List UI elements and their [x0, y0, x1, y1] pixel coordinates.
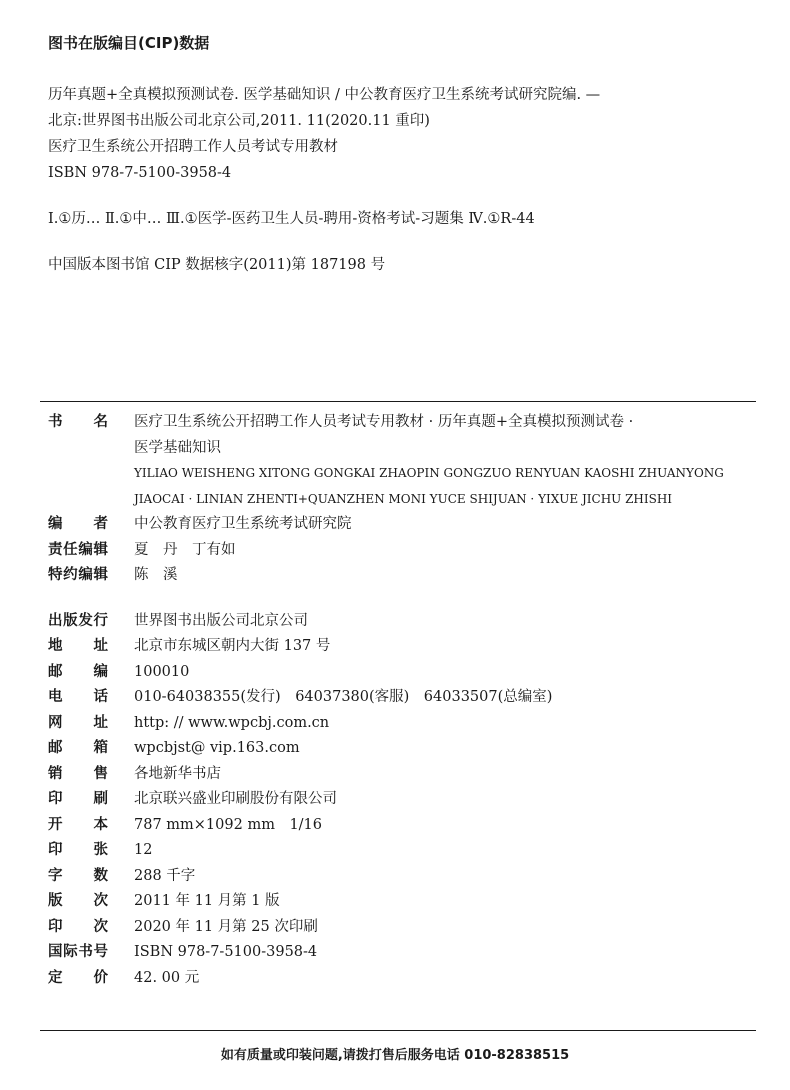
- label-email: 邮 箱: [48, 740, 108, 756]
- email-value: wpcbjst@ vip.163.com: [134, 740, 300, 756]
- cip-line-1: 历年真题+全真模拟预测试卷. 医学基础知识 / 中公教育医疗卫生系统考试研究院编. —: [48, 87, 601, 103]
- label-title: 书 名: [48, 414, 108, 430]
- postcode-row: [48, 660, 758, 686]
- website-value: http: // www.wpcbj.com.cn: [134, 714, 330, 731]
- editor-value: 中公教育医疗卫生系统考试研究院: [134, 516, 352, 532]
- price-value: 42. 00 元: [134, 969, 200, 986]
- price-row: [48, 966, 758, 992]
- editor-row: [48, 512, 758, 538]
- label-editor: 编 者: [48, 516, 108, 532]
- words-row: [48, 864, 758, 890]
- label-website: 网 址: [48, 714, 108, 731]
- book-title-line2: 医学基础知识: [134, 439, 221, 456]
- edition-row: [48, 889, 758, 915]
- postcode-value: 100010: [134, 663, 190, 680]
- book-info: [48, 410, 758, 991]
- address-value: 北京市东城区朝内大街 137 号: [134, 638, 331, 654]
- cip-line-3: 医疗卫生系统公开招聘工作人员考试专用教材: [48, 139, 338, 155]
- sales-row: [48, 762, 758, 788]
- email-row: [48, 736, 758, 762]
- cip-number: 中国版本图书馆 CIP 数据核字(2011)第 187198 号: [48, 257, 386, 273]
- label-edition: 版 次: [48, 893, 108, 909]
- cip-line-2: 北京:世界图书出版公司北京公司,2011. 11(2020.11 重印): [48, 113, 430, 129]
- format-value: 787 mm×1092 mm 1/16: [134, 816, 323, 833]
- cip-heading: 图书在版编目(CIP)数据: [48, 34, 210, 52]
- distributor-row: [48, 609, 758, 635]
- book-title-value: [134, 410, 758, 512]
- printing-value: 2020 年 11 月第 25 次印刷: [134, 918, 318, 935]
- printing-row: [48, 915, 758, 941]
- label-printing: 印 次: [48, 918, 108, 935]
- isbn-row: [48, 940, 758, 966]
- sales-value: 各地新华书店: [134, 765, 221, 782]
- special-editor-value: 陈 溪: [134, 567, 178, 583]
- label-sales: 销 售: [48, 765, 108, 782]
- label-special-editor: 特 约 编 辑: [48, 567, 108, 583]
- phone-row: [48, 685, 758, 711]
- label-words: 字 数: [48, 867, 108, 884]
- isbn-value: ISBN 978-7-5100-3958-4: [134, 944, 318, 960]
- book-title-row: [48, 410, 758, 512]
- label-postcode: 邮 编: [48, 663, 108, 680]
- cip-line-4: ISBN 978-7-5100-3958-4: [48, 165, 232, 181]
- label-isbn: 国 际 书 号: [48, 944, 108, 960]
- format-row: [48, 813, 758, 839]
- words-value: 288 千字: [134, 867, 196, 884]
- cip-classification: Ⅰ.①历… Ⅱ.①中… Ⅲ.①医学-医药卫生人员-聘用-资格考试-习题集 Ⅳ.①R-44: [48, 211, 535, 227]
- label-printer: 印 刷: [48, 791, 108, 807]
- label-sheets: 印 张: [48, 842, 108, 858]
- distributor-value: 世界图书出版公司北京公司: [134, 612, 308, 629]
- book-title-pinyin1: YILIAO WEISHENG XITONG GONGKAI ZHAOPIN GONGZUO RENYUAN KAOSHI ZHUANYONG: [134, 466, 724, 480]
- label-address: 地 址: [48, 638, 108, 654]
- label-responsible-editor: 责 任 编 辑: [48, 541, 108, 558]
- label-distributor: 出 版 发 行: [48, 612, 108, 629]
- divider-top: [40, 401, 756, 402]
- responsible-editor-row: [48, 538, 758, 564]
- printer-row: [48, 787, 758, 813]
- sheets-value: 12: [134, 842, 153, 858]
- book-title-pinyin2: JIAOCAI · LINIAN ZHENTI+QUANZHEN MONI YUCE SHIJUAN · YIXUE JICHU ZHISHI: [134, 491, 673, 506]
- special-editor-row: [48, 563, 758, 589]
- label-phone: 电 话: [48, 689, 108, 705]
- book-title-line1: 医疗卫生系统公开招聘工作人员考试专用教材 · 历年真题+全真模拟预测试卷 ·: [134, 414, 634, 430]
- edition-value: 2011 年 11 月第 1 版: [134, 893, 280, 909]
- phone-value: 010-64038355(发行) 64037380(客服) 64033507(总编室): [134, 689, 553, 705]
- responsible-editor-value: 夏 丹 丁有如: [134, 541, 236, 558]
- divider-bottom: [40, 1030, 756, 1031]
- label-price: 定 价: [48, 969, 108, 986]
- address-row: [48, 634, 758, 660]
- printer-value: 北京联兴盛业印刷股份有限公司: [134, 791, 337, 807]
- footer-service-note: 如有质量或印装问题,请拨打售后服务电话 010-82838515: [220, 1048, 570, 1063]
- cip-block: [48, 82, 758, 278]
- website-row: [48, 711, 758, 737]
- label-format: 开 本: [48, 816, 108, 833]
- sheets-row: [48, 838, 758, 864]
